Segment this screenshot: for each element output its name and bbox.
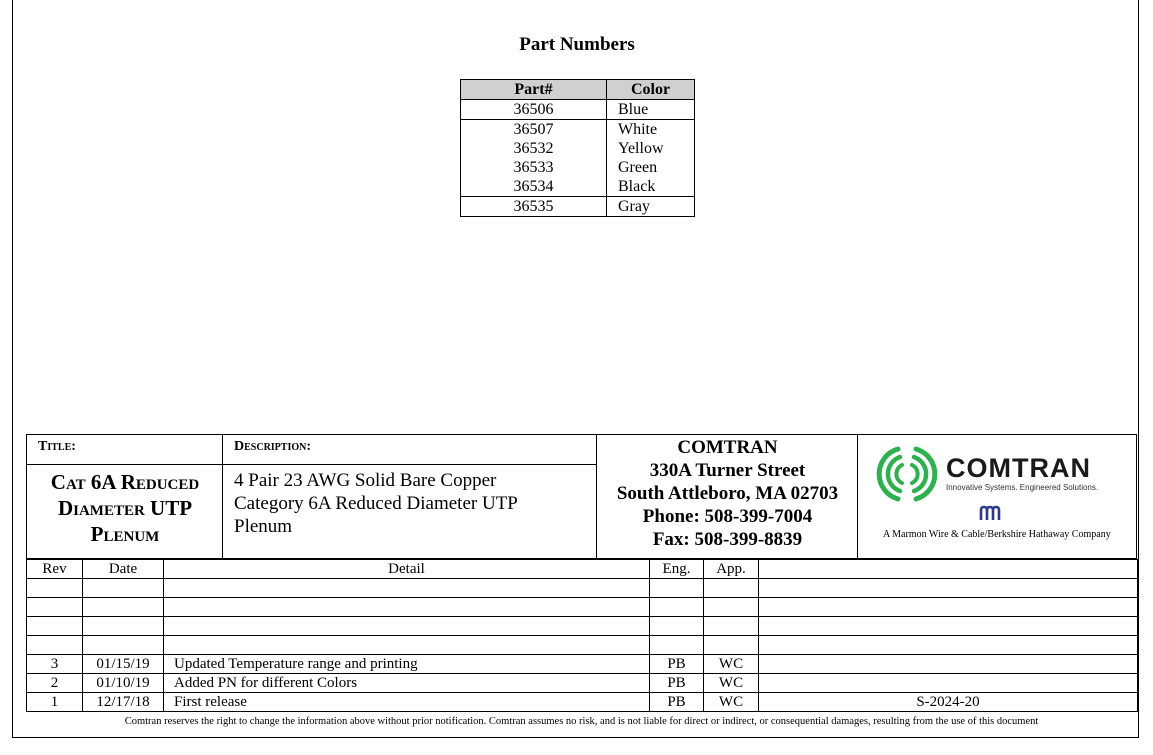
- table-row: [27, 579, 1138, 598]
- doc-cell: [759, 617, 1138, 636]
- rev-cell: 3: [27, 655, 83, 674]
- eng-cell: [650, 636, 704, 655]
- part-color: Black: [607, 177, 695, 197]
- part-number: 36532: [461, 139, 607, 158]
- title-block: [26, 434, 1137, 559]
- eng-cell: [650, 598, 704, 617]
- street-address: 330A Turner Street: [649, 460, 806, 481]
- rev-cell: 1: [27, 693, 83, 712]
- table-row: [461, 177, 695, 197]
- table-row: [27, 636, 1138, 655]
- detail-cell: Added PN for different Colors: [164, 674, 650, 693]
- table-row: [27, 617, 1138, 636]
- fax-number: Fax: 508-399-8839: [652, 529, 803, 550]
- detail-cell: [164, 617, 650, 636]
- eng-cell: PB: [650, 693, 704, 712]
- description-label: Description:: [223, 435, 596, 465]
- logo-tagline: Innovative Systems. Engineered Solutions.: [946, 483, 1099, 492]
- company-name: COMTRAN: [677, 437, 778, 458]
- part-color: Blue: [607, 100, 695, 120]
- eng-cell: PB: [650, 674, 704, 693]
- part-numbers-header-row: [461, 80, 695, 100]
- table-row: [461, 100, 695, 120]
- part-column-header: Part#: [461, 80, 607, 100]
- date-cell: [83, 636, 164, 655]
- eng-cell: [650, 579, 704, 598]
- date-cell: 01/15/19: [83, 655, 164, 674]
- address-cell: [597, 435, 858, 558]
- app-cell: [704, 636, 759, 655]
- part-color: Green: [607, 158, 695, 177]
- table-row: [461, 158, 695, 177]
- part-numbers-title: Part Numbers: [519, 34, 635, 55]
- detail-cell: [164, 579, 650, 598]
- detail-cell: First release: [164, 693, 650, 712]
- eng-cell: PB: [650, 655, 704, 674]
- rev-cell: 2: [27, 674, 83, 693]
- rev-cell: [27, 636, 83, 655]
- rev-header: Rev: [27, 560, 83, 579]
- revision-header-row: [27, 560, 1138, 579]
- city-state-zip: South Attleboro, MA 02703: [616, 483, 839, 504]
- marmon-icon: [979, 504, 1001, 522]
- detail-cell: [164, 636, 650, 655]
- part-color: White: [607, 120, 695, 140]
- description-cell: [223, 435, 597, 558]
- title-line: Plenum: [90, 522, 160, 546]
- company-address: [597, 436, 858, 551]
- revision-table: [26, 559, 1138, 712]
- rev-cell: [27, 579, 83, 598]
- app-cell: WC: [704, 693, 759, 712]
- title-line: Diameter UTP: [57, 496, 193, 520]
- table-row: [27, 655, 1138, 674]
- phone-number: Phone: 508-399-7004: [642, 506, 813, 527]
- date-cell: [83, 579, 164, 598]
- product-title: [27, 469, 223, 547]
- logo-cell: [858, 435, 1136, 558]
- color-column-header: Color: [607, 80, 695, 100]
- doc-header: [759, 560, 1138, 579]
- date-header: Date: [83, 560, 164, 579]
- disclaimer-text: Comtran reserves the right to change the information above without prior notification. Comtran assumes no risk, and is not liable for direct or indirect, or consequential damages, resulting from the use of this document: [124, 716, 1039, 727]
- detail-header: Detail: [164, 560, 650, 579]
- rev-cell: [27, 598, 83, 617]
- part-number: 36533: [461, 158, 607, 177]
- app-cell: [704, 598, 759, 617]
- logo-parent-company: A Marmon Wire & Cable/Berkshire Hathaway Company: [883, 529, 1111, 540]
- document-number: S-2024-20: [759, 693, 1138, 712]
- rev-cell: [27, 617, 83, 636]
- comtran-logo-icon: [876, 443, 938, 505]
- date-cell: 01/10/19: [83, 674, 164, 693]
- doc-cell: [759, 674, 1138, 693]
- part-number: 36507: [461, 120, 607, 140]
- doc-cell: [759, 655, 1138, 674]
- part-number: 36506: [461, 100, 607, 120]
- app-cell: WC: [704, 655, 759, 674]
- table-row: [461, 120, 695, 140]
- date-cell: [83, 617, 164, 636]
- table-row: [27, 693, 1138, 712]
- doc-cell: [759, 598, 1138, 617]
- part-numbers-table: [460, 79, 695, 217]
- detail-cell: Updated Temperature range and printing: [164, 655, 650, 674]
- description-line: Category 6A Reduced Diameter UTP: [234, 493, 518, 514]
- app-cell: [704, 617, 759, 636]
- title-label: Title:: [27, 435, 222, 465]
- table-row: [27, 598, 1138, 617]
- eng-cell: [650, 617, 704, 636]
- title-line: Cat 6A Reduced: [50, 470, 200, 494]
- app-cell: WC: [704, 674, 759, 693]
- description-line: Plenum: [234, 516, 293, 537]
- title-cell: [27, 435, 223, 558]
- comtran-logo: [876, 441, 1126, 551]
- doc-cell: [759, 579, 1138, 598]
- part-color: Yellow: [607, 139, 695, 158]
- app-cell: [704, 579, 759, 598]
- doc-cell: [759, 636, 1138, 655]
- description-line: 4 Pair 23 AWG Solid Bare Copper: [234, 470, 497, 491]
- product-description: [234, 469, 584, 538]
- date-cell: 12/17/18: [83, 693, 164, 712]
- logo-wordmark: COMTRAN: [946, 453, 1091, 483]
- part-color: Gray: [607, 197, 695, 217]
- part-number: 36534: [461, 177, 607, 197]
- app-header: App.: [704, 560, 759, 579]
- part-number: 36535: [461, 197, 607, 217]
- detail-cell: [164, 598, 650, 617]
- date-cell: [83, 598, 164, 617]
- eng-header: Eng.: [650, 560, 704, 579]
- table-row: [461, 197, 695, 217]
- table-row: [27, 674, 1138, 693]
- table-row: [461, 139, 695, 158]
